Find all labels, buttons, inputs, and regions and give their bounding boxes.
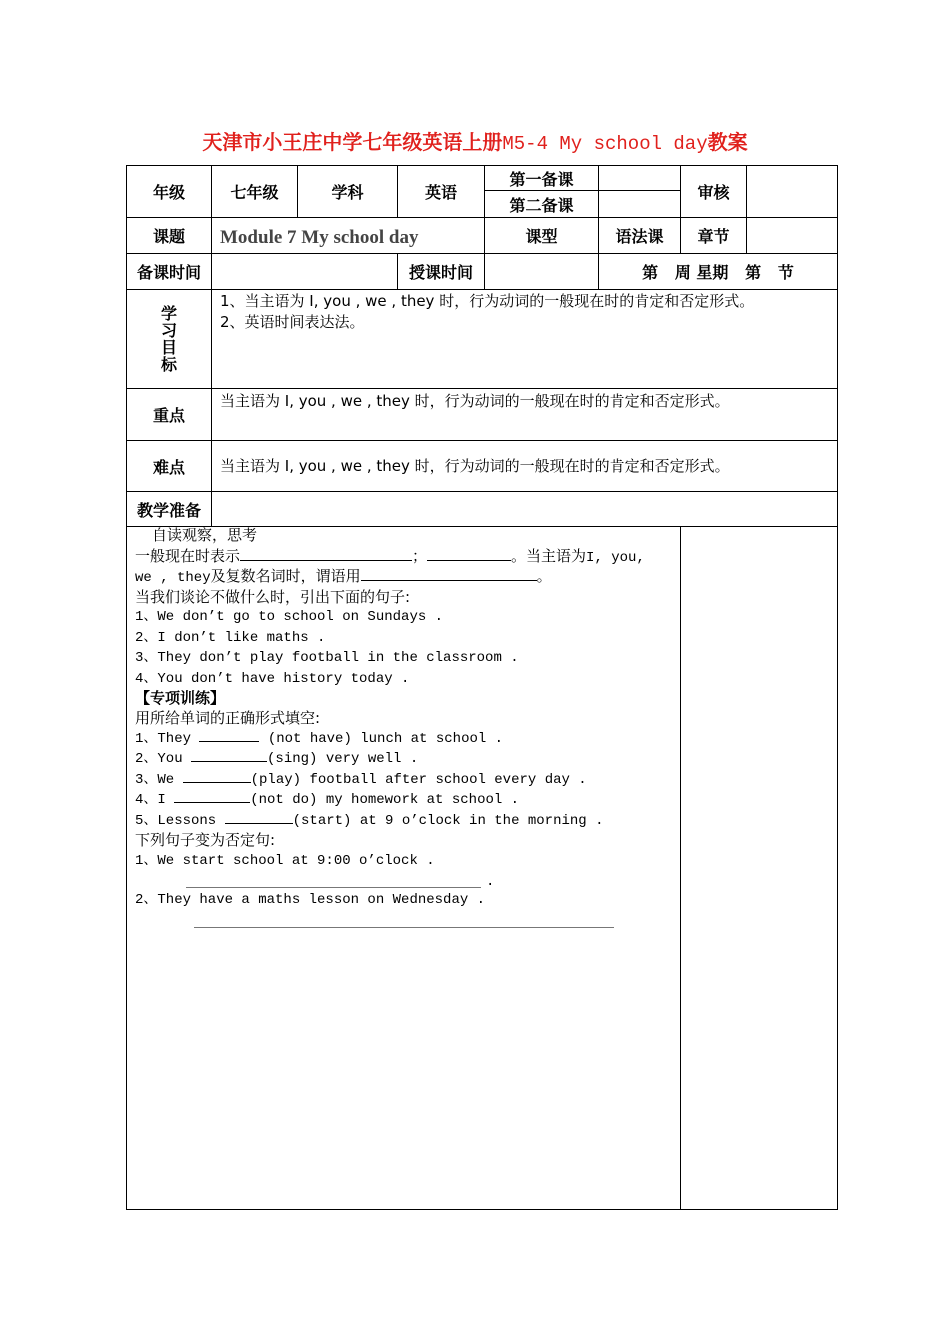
- fill-item-prefix: 4、I: [135, 792, 166, 808]
- answer-blank[interactable]: [191, 749, 267, 762]
- title-cn-suffix: 教案: [707, 130, 748, 154]
- fill-item-suffix: very well .: [325, 751, 419, 767]
- definition-text: 一般现在时表示: [135, 547, 241, 565]
- example-sentence: 1、We don’t go to school on Sundays .: [135, 609, 444, 625]
- fill-item: [135, 729, 503, 749]
- subject-label: 学科: [331, 183, 364, 202]
- goals-label-char: 目: [160, 338, 177, 357]
- goal-2: 2、英语时间表达法。: [220, 313, 365, 331]
- topic-label: 课题: [152, 227, 185, 246]
- prep-time-label: 备课时间: [136, 263, 201, 282]
- lesson-type-value: 语法课: [615, 227, 664, 246]
- teaching-prep-label: 教学准备: [136, 500, 201, 520]
- training-heading: 【专项训练】: [135, 689, 226, 707]
- difficult-points-text: 当主语为 I, you , we , they 时，行为动词的一般现在时的肯定和否定形式。: [220, 457, 730, 475]
- topic-value: Module 7 My school day: [220, 226, 419, 248]
- fill-item-prefix: 3、We: [135, 772, 175, 788]
- fill-predicate-line: [135, 566, 552, 586]
- fill-item: [135, 770, 587, 790]
- answer-blank[interactable]: [225, 811, 293, 824]
- example-sentence: 4、You don’t have history today .: [135, 671, 410, 687]
- lead-text: 当我们谈论不做什么时，引出下面的句子:: [135, 588, 411, 606]
- answer-blank[interactable]: [240, 546, 412, 561]
- fill-instruction: 用所给单词的正确形式填空:: [135, 709, 321, 727]
- grade-value: 七年级: [230, 183, 279, 202]
- goal-1: 1、当主语为 I, you , we , they 时，行为动词的一般现在时的肯定和否定形式。: [220, 292, 755, 310]
- negate-sentence: 1、We start school at 9:00 o’clock .: [135, 853, 435, 869]
- title-code: M5-4 My school day: [502, 133, 708, 155]
- answer-blank[interactable]: [199, 729, 259, 742]
- fill-item: [135, 790, 519, 810]
- goals-label-char: 标: [160, 355, 177, 374]
- answer-blank[interactable]: [183, 770, 251, 783]
- pronouns-text: we , they: [135, 570, 211, 586]
- fill-item: [135, 811, 603, 831]
- lesson-type-label: 课型: [525, 227, 558, 246]
- document-title: [0, 126, 950, 155]
- chapter-label: 章节: [697, 227, 730, 246]
- negate-answer-line[interactable]: [194, 927, 614, 928]
- key-points-text: 当主语为 I, you , we , they 时，行为动词的一般现在时的肯定和否定形式。: [220, 392, 730, 410]
- fill-item-suffix: football after school every day .: [309, 772, 587, 788]
- predicate-text: 及复数名词时，谓语用: [210, 567, 361, 585]
- schedule-text: 第 周 星期 第 节: [642, 263, 794, 282]
- example-sentence: 3、They don’t play football in the classroom .: [135, 650, 519, 666]
- pronouns-text: I, you,: [586, 550, 645, 566]
- period: 。: [536, 567, 552, 585]
- fill-item-hint: (sing): [267, 751, 318, 767]
- difficult-points-label: 难点: [152, 457, 185, 477]
- goals-label: [127, 290, 211, 388]
- fill-item-suffix: at 9 o’clock in the morning .: [359, 813, 604, 829]
- fill-item: [135, 749, 418, 769]
- title-cn-prefix: 天津市小王庄中学七年级英语上册: [202, 130, 503, 154]
- fill-item-suffix: my homework at school .: [325, 792, 520, 808]
- answer-blank[interactable]: [427, 546, 511, 561]
- separator: ；: [412, 547, 428, 565]
- review-label: 审核: [697, 183, 730, 202]
- negate-answer-line[interactable]: [186, 887, 481, 888]
- fill-item-prefix: 2、You: [135, 751, 183, 767]
- goals-label-char: 习: [160, 321, 177, 340]
- intro-text: 自读观察，思考: [152, 526, 258, 544]
- goals-label-char: 学: [160, 304, 177, 323]
- fill-item-hint: (play): [250, 772, 302, 788]
- negate-instruction: 下列句子变为否定句:: [135, 831, 276, 849]
- fill-item-hint: (start): [292, 813, 352, 829]
- grade-label: 年级: [152, 183, 185, 202]
- fill-item-hint: (not do): [250, 792, 318, 808]
- key-points-label: 重点: [152, 406, 185, 425]
- answer-blank[interactable]: [361, 566, 537, 581]
- subject-value: 英语: [424, 183, 457, 202]
- negate-sentence: 2、They have a maths lesson on Wednesday .: [135, 892, 486, 908]
- second-prep-label: 第二备课: [509, 195, 574, 215]
- example-sentence: 2、I don’t like maths .: [135, 630, 326, 646]
- teach-time-label: 授课时间: [408, 263, 473, 282]
- fill-definition-line: [135, 546, 645, 566]
- answer-blank[interactable]: [174, 790, 250, 803]
- subject-text: 。当主语为: [511, 547, 587, 565]
- fill-item-prefix: 1、They: [135, 731, 192, 747]
- negate-answer-end: .: [486, 874, 495, 890]
- first-prep-label: 第一备课: [509, 169, 574, 189]
- fill-item-prefix: 5、Lessons: [135, 813, 217, 829]
- fill-item-suffix: lunch at school .: [360, 731, 504, 747]
- fill-item-hint: (not have): [267, 731, 352, 747]
